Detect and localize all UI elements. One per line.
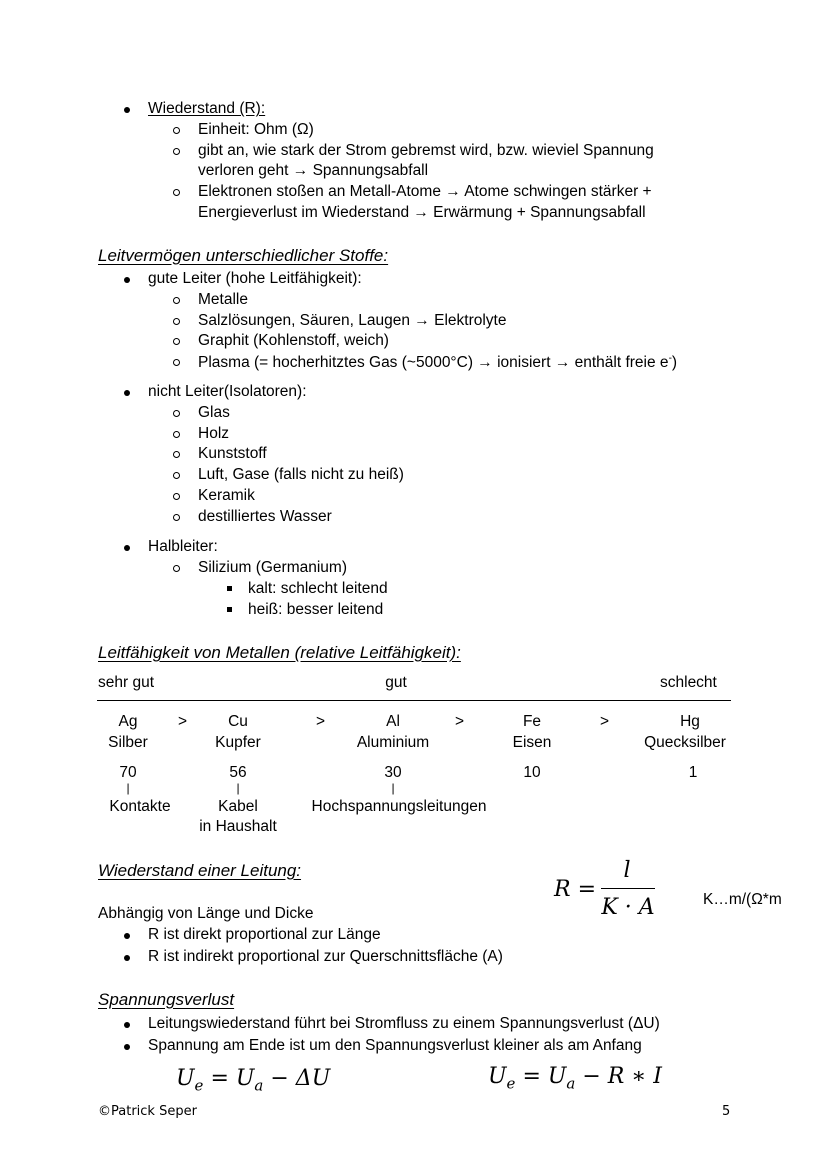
insulator-item: destilliertes Wasser	[198, 508, 332, 525]
circle-bullet-icon	[173, 451, 180, 458]
metal-tick: |	[126, 781, 130, 795]
conductor-item: Graphit (Kohlenstoff, weich)	[198, 332, 389, 349]
metal-symbol: Hg	[680, 713, 700, 730]
metal-tick: |	[391, 781, 395, 795]
resistance-unit: Einheit: Ohm (Ω)	[198, 121, 314, 138]
insulators-title: nicht Leiter(Isolatoren):	[148, 383, 307, 400]
greater-than: >	[455, 713, 465, 730]
formula-r-lhs: R =	[554, 877, 597, 902]
semiconductor-cold: kalt: schlecht leitend	[248, 580, 388, 597]
circle-bullet-icon	[173, 565, 180, 572]
voltage-loss-item: Spannung am Ende ist um den Spannungsverlust kleiner als am Anfang	[148, 1037, 642, 1054]
circle-bullet-icon	[173, 297, 180, 304]
metal-name: Silber	[108, 734, 148, 751]
formula-unit-note: K…m/(Ω*m	[703, 891, 782, 908]
bullet-icon	[124, 1044, 130, 1050]
metal-symbol: Fe	[522, 713, 542, 730]
circle-bullet-icon	[173, 189, 180, 196]
bullet-icon	[124, 955, 130, 961]
circle-bullet-icon	[173, 338, 180, 345]
metal-value: 70	[119, 764, 137, 781]
metal-value: 56	[229, 764, 247, 781]
greater-than: >	[600, 713, 610, 730]
metal-use-line2: in Haushalt	[199, 818, 277, 835]
scale-good: gut	[385, 674, 407, 691]
metal-name: Kupfer	[215, 734, 261, 751]
metal-name: Quecksilber	[644, 734, 726, 751]
formula-denominator: K · A	[601, 895, 655, 920]
metal-tick: |	[236, 781, 240, 795]
circle-bullet-icon	[173, 359, 180, 366]
circle-bullet-icon	[173, 493, 180, 500]
metal-use: Kontakte	[109, 798, 171, 815]
bullet-icon	[124, 390, 130, 396]
resistance-electrons-line1: Elektronen stoßen an Metall-Atome → Atome schwingen stärker +	[198, 183, 652, 200]
circle-bullet-icon	[173, 472, 180, 479]
square-bullet-icon	[227, 607, 232, 612]
conductor-item-plasma: Plasma (= hocherhitztes Gas (~5000°C) → ionisiert → enthält freie e-)	[198, 353, 678, 372]
bullet-icon	[124, 545, 130, 551]
circle-bullet-icon	[173, 318, 180, 325]
conductor-item: Salzlösungen, Säuren, Laugen → Elektrolyte	[198, 312, 507, 329]
metal-name: Aluminium	[356, 734, 430, 751]
proportional-length: R ist direkt proportional zur Länge	[148, 926, 381, 943]
line-resistance-intro: Abhängig von Länge und Dicke	[98, 905, 314, 922]
semiconductor-item: Silizium (Germanium)	[198, 559, 347, 576]
resistance-electrons-line2: Energieverlust im Wiederstand → Erwärmung + Spannungsabfall	[198, 204, 646, 221]
scale-very-good: sehr gut	[98, 674, 155, 691]
semiconductors-title: Halbleiter:	[148, 538, 218, 555]
bullet-icon	[124, 1022, 130, 1028]
metal-symbol: Ag	[118, 713, 138, 730]
metal-use: Hochspannungsleitungen	[311, 798, 487, 815]
fraction-bar	[601, 888, 655, 889]
formula-voltage-loss-2: $U_e = U_a - R$ ∗ I	[488, 1064, 662, 1093]
circle-bullet-icon	[173, 514, 180, 521]
resistance-meaning-line1: gibt an, wie stark der Strom gebremst wird, bzw. wieviel Spannung	[198, 142, 654, 159]
metal-symbol: Al	[386, 713, 400, 730]
resistance-title: Wiederstand (R):	[148, 100, 266, 117]
circle-bullet-icon	[173, 410, 180, 417]
metal-value: 30	[384, 764, 402, 781]
proportional-area: R ist indirekt proportional zur Querschnittsfläche (A)	[148, 948, 503, 965]
semiconductor-hot: heiß: besser leitend	[248, 601, 384, 618]
circle-bullet-icon	[173, 127, 180, 134]
metals-heading: Leitfähigkeit von Metallen (relative Leitfähigkeit):	[98, 643, 461, 662]
greater-than: >	[178, 713, 188, 730]
voltage-loss-item: Leitungswiederstand führt bei Stromfluss zu einem Spannungsverlust (ΔU)	[148, 1015, 660, 1032]
insulator-item: Keramik	[198, 487, 255, 504]
metal-use: Kabel	[218, 798, 258, 815]
formula-voltage-loss-1: $U_e = U_a - \Delta U$	[176, 1066, 331, 1095]
footer-author: ©Patrick Seper	[98, 1104, 197, 1119]
metal-value: 1	[688, 764, 698, 781]
bullet-icon	[124, 933, 130, 939]
insulator-item: Kunststoff	[198, 445, 267, 462]
bullet-icon	[124, 277, 130, 283]
metal-value: 10	[523, 764, 541, 781]
bullet-icon	[124, 107, 130, 113]
conductivity-heading: Leitvermögen unterschiedlicher Stoffe:	[98, 246, 389, 265]
resistance-meaning-line2: verloren geht → Spannungsabfall	[198, 162, 429, 179]
metal-symbol: Cu	[228, 713, 248, 730]
scale-bad: schlecht	[660, 674, 717, 691]
square-bullet-icon	[227, 586, 232, 591]
line-resistance-heading: Wiederstand einer Leitung:	[98, 861, 302, 880]
circle-bullet-icon	[173, 431, 180, 438]
page-number: 5	[722, 1104, 731, 1119]
insulator-item: Holz	[198, 425, 230, 442]
formula-numerator: l	[623, 858, 631, 883]
greater-than: >	[316, 713, 326, 730]
insulator-item: Glas	[198, 404, 230, 421]
metal-name: Eisen	[512, 734, 552, 751]
circle-bullet-icon	[173, 148, 180, 155]
scale-divider	[97, 700, 731, 701]
conductor-item: Metalle	[198, 291, 248, 308]
conductors-title: gute Leiter (hohe Leitfähigkeit):	[148, 270, 362, 287]
insulator-item: Luft, Gase (falls nicht zu heiß)	[198, 466, 404, 483]
voltage-loss-heading: Spannungsverlust	[98, 990, 235, 1009]
